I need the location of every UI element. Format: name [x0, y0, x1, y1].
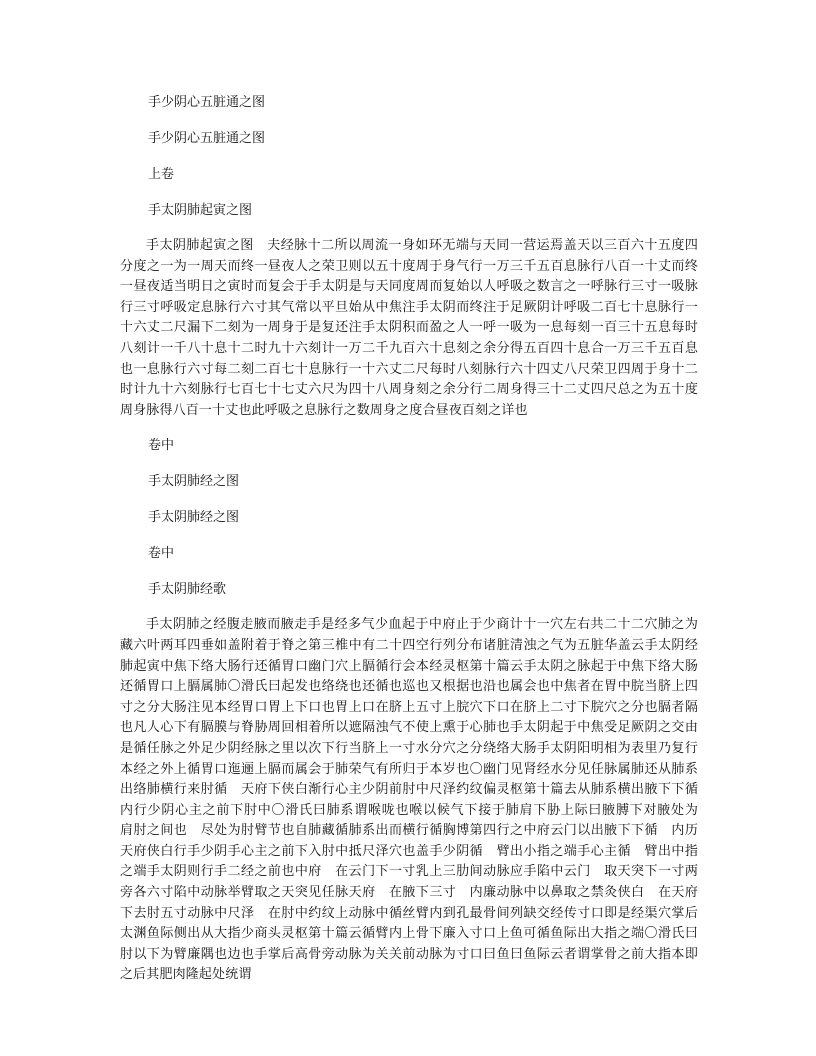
document-page — [120, 92, 712, 1000]
volume-heading: 上卷 — [148, 167, 175, 182]
section-heading: 手太阴肺经之图 — [148, 510, 240, 526]
body-paragraph: 手太阴肺之经腹走腋而腋走手是经多气少血起于中府止于少商计十一穴左右共二十二穴肺之为藏六叶两耳四垂如盖附着于脊之第三椎中有二十四空行列分布诸脏清浊之气为五脏华盖云手太阴经肺起寅中焦下络大肠行还循胃口幽门穴上膈循行会本经灵枢第十篇云手太阴之脉起于中焦下络大肠还循胃口上膈属肺〇滑氏曰起发也络绕也还循也巡也又根据也沿也属会也中焦者在胃中脘当脐上四寸之分大肠注见本经胃口胃上下口也胃上口在脐上五寸上脘穴下口在脐上二寸下脘穴之分也膈者隔也凡人心下有膈膜与脊胁周回相着所以遮隔浊气不使上熏于心肺也手太阴起于中焦受足厥阴之交由是循任脉之外足少阴经脉之里以次下行当脐上一寸水分穴之分绕络大肠手太阴阳明相为表里乃复行本经之外上循胃口迤逦上膈而属会于肺荣气有所归于本岁也〇幽门见肾经水分见任脉属肺还从肺系出络肺横行来肘循 天府下侠白渐行心主少阴前肘中尺泽约纹偏灵枢第十篇去从肺系横出腋下下循 内行少阴心主之前下肘中〇滑氏曰肺系谓喉咙也喉以候气下接于肺肩下胁上际曰腋膊下对腋处为 肩肘之间也 尽处为肘臂节也自肺藏循肺系出而横行循胸博第四行之中府云门以出腋下下循 内历天府侠白行手少阴手心主之前下入肘中抵尺泽穴也盖手少阴循 臂出小指之端手心主循 臂出中指之端手太阴则行手二经之前也中府 在云门下一寸乳上三肋间动脉应手陷中云门 取天突下一寸两旁各六寸陷中动脉举臂取之天突见任脉天府 在腋下三寸 内廉动脉中以鼻取之禁灸侠白 在天府下去肘五寸动脉中尺泽 在肘中约纹上动脉中循丝臂内到孔最骨间列缺交经传寸口即是经渠穴掌后太渊鱼际侧出从大指少商头灵枢第十篇云循臂内上骨下廉入寸口上鱼可循鱼际出大指之端〇滑氏曰肘以下为臂廉隅也边也手掌后高骨旁动脉为关关前动脉为寸口曰鱼曰鱼际云者谓掌骨之前大指本即之后其肥肉隆起处统谓 — [120, 617, 712, 983]
section-heading: 手少阴心五脏通之图 — [148, 95, 266, 110]
section-heading: 手太阴肺经歌 — [148, 582, 227, 598]
volume-heading: 卷中 — [148, 546, 175, 562]
body-paragraph: 手太阴肺起寅之图 夫经脉十二所以周流一身如环无端与天同一营运焉盖天以三百六十五度四分度之一为一周天而终一昼夜人之荣卫则以五十度周于身气行一万三千五百息脉行八百一十丈而终一昼夜适当明日之寅时而复会于手太阴是与天同度周而复始以人呼吸之数言之一呼脉行三寸一吸脉行三寸呼吸定息脉行六寸其气常以平旦始从中焦注手太阴而终注于足厥阴计呼吸二百七十息脉行一十六丈二尺漏下二刻为一周身于是复还注手太阴积而盈之人一呼一吸为一息每刻一百三十五息每时八刻计一千八十息十二时九十六刻计一万二千九百六十息刻之余分得五百四十息合一万三千五百息也一息脉行六寸每二刻二百七十息脉行一十六丈二尺每时八刻脉行六十四丈八尺荣卫四周于身十二时计九十六刻脉行七百七十七丈六尺为四十八周身刻之余分行二周身得三十二丈四尺总之为五十度周身脉得八百一十丈也此呼吸之息脉行之数周身之度合昼夜百刻之详也 — [120, 238, 698, 418]
section-heading: 手太阴肺经之图 — [148, 474, 240, 490]
volume-heading: 卷中 — [148, 438, 175, 454]
section-heading: 手太阴肺起寅之图 — [148, 203, 253, 218]
section-heading: 手少阴心五脏通之图 — [148, 131, 266, 146]
